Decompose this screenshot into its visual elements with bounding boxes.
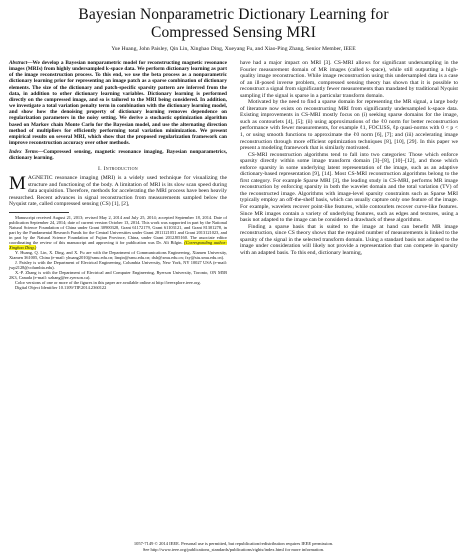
footnote-manuscript: Manuscript received August 21, 2013; revised May 2, 2014 and July 25, 2014; accepted September 18, 2014. Date of publication September 24, 2014; date of current version October 13, 2014. This work was supported in part by the National Natural Science Foundation of China under Grant 30900328, Grant 61172179, Grant 61103121, and Grant 81301278, in part by the Fundamental Research Funds for the Central Universities under Grant 2011121051 and Grant 2013121023, and in part by the Natural Science Foundation of Fujian Province, China, under Grant 2012J05160. The associate editor coordinating the review of this manuscript and approving it for publication was Dr. Ali Bilgin. [9,214,227,246]
index-terms [9,149,227,161]
index-terms-label: Index Terms [9,149,38,156]
footnote-affiliation-ryerson: X.-P. Zhang is with the Department of Electrical and Computer Engineering, Ryerson University, Toronto, ON M5B 2K3, Canada (e-mail: xzhang@ee.ryerson.ca). [9,270,227,281]
two-column-body [9,60,458,290]
section-heading-introduction: I. Introduction [98,165,138,172]
abstract [9,60,227,146]
right-column [240,60,458,290]
footnote-divider [9,212,69,213]
footnote-color-versions: Color versions of one or more of the figures in this paper are available online at http://ieeexplore.ieee.org. [15,280,201,286]
right-paragraph-3: CS-MRI reconstruction algorithms tend to fall into two categories: Those which enforce sparsity directly within some image transform domain [3]–[8], [10]–[12], and those which enforce sparsity in some underlying latent representation of the image, such as an adaptive dictionary-based representation [9], [14]. Most CS-MRI reconstruction algorithms belong to the first category. For example Sparse MRI [3], the leading study in CS-MRI, performs MR image reconstruction by enforcing sparsity in both the wavelet domain and the total variation (TV) of the reconstructed image. Algorithms with image-level sparsity constraints such as Sparse MRI typically employ an off-the-shelf basis, which can usually capture only one feature of the image. For example, wavelets recover point-like features, while contourlets recover curve-like features. Since MR images contain a variety of underlying features, such as edges and textures, using a basis not adapted to the image can be considered a drawback of these algorithms. [240,151,458,224]
corresponding-author-highlight: (Corresponding author: Xinghao Ding.) [9,240,227,251]
permissions-line: See http://www.ieee.org/publications_standards/publications/rights/index.html for more information. [142,547,325,552]
paper-title [9,6,458,42]
intro-paragraph-1: AGNETIC resonance imaging (MRI) is a widely used technique for visualizing the structure and functioning of the body. A limitation of MRI is its slow scan speed during data acquisition. Therefore, methods for accelerating the MRI process have been heavily researched. Recent advances in signal reconstruction from measurements sampled below the Nyquist rate, called compressed sensing (CS) [1], [2], [9,175,227,208]
title-line-1: Bayesian Nonparametric Dictionary Learning for [78,6,389,23]
copyright-line: 1057-7149 © 2014 IEEE. Personal use is permitted, but republication/redistribution requires IEEE permission. [133,541,334,546]
abstract-label: Abstract [9,60,28,66]
drop-cap: M [9,173,26,195]
footnote-affiliation-columbia: J. Paisley is with the Department of Electrical Engineering, Columbia University, New York, NY 10027 USA (e-mail: jwp2128@columbia.edu). [9,260,227,271]
index-terms-text: —Compressed sensing, magnetic resonance imaging, Bayesian nonparametrics, dictionary learning. [9,149,227,162]
introduction-body [9,175,227,208]
right-paragraph-1: have had a major impact on MRI [3]. CS-MRI allows for significant undersampling in the Fourier measurement domain of MR images (called k-space), while still outputting a high-quality image reconstruction. While image reconstruction using this undersampled data is a case of an ill-posed inverse problem, compressed sensing theory has shown that it is possible to reconstruct a signal from significantly fewer measurements than mandated by traditional Nyquist sampling if the signal is sparse in a particular transform domain. [240,60,458,99]
abstract-text: —We develop a Bayesian nonparametric model for reconstructing magnetic resonance images (MRIs) from highly undersampled k-space data. We perform dictionary learning as part of the image reconstruction process. To this end, we use the beta process as a nonparametric dictionary learning prior for representing an image patch as a sparse combination of dictionary elements. The size of the dictionary and patch-specific sparsity pattern are inferred from the data, in addition to other dictionary learning variables. Dictionary learning is performed directly on the compressed image, and so is tailored to the MRI being considered. In addition, we investigate a total variation penalty term in combination with the dictionary learning model, and show how the denoising property of dictionary learning removes dependence on regularization parameters in the noisy setting. We derive a stochastic optimization algorithm based on Markov chain Monte Carlo for the Bayesian model, and use the alternating direction method of multipliers for efficiently performing total variation minimization. We present empirical results on several MRI, which show that the proposed regularization framework can improve reconstruction accuracy over other methods. [9,60,227,147]
left-column [9,60,227,290]
right-paragraph-2: Motivated by the need to find a sparse domain for representing the MR signal, a large body of literature now exists on reconstructing MRI from significantly undersampled k-space data. Existing improvements in CS-MRI mostly focus on (i) seeking sparse domains for the image, such as contourlets [4], [5]; (ii) using approximations of the ℓ0 norm for better reconstruction performance with fewer measurements, for example ℓ1, FOCUSS, ℓp quasi-norms with 0 < p < 1, or using smooth functions to approximate the ℓ0 norm [6], [7]; and (iii) accelerating image reconstruction through more efficient optimization techniques [8], [10], [29]. In this paper we present a modeling framework that is similarly motivated. [240,99,458,152]
right-paragraph-4: Finding a sparse basis that is suited to the image at hand can benefit MR image reconstruction, since CS theory shows that the required number of measurements is linked to the sparsity of the signal in the selected transform domain. Using a standard basis not adapted to the image under consideration will likely not provide a representation that can compete in sparsity with an adapted basis. To this end, dictionary learning, [240,223,458,256]
title-line-2: Compressed Sensing MRI [151,24,316,41]
author-list: Yue Huang, John Paisley, Qin Lin, Xinghao Ding, Xueyang Fu, and Xiao-Ping Zhang, Senior Member, IEEE [111,46,356,52]
footnotes [9,215,227,291]
footnote-affiliation-xmu: Y. Huang, Q. Lin, X. Ding, and X. Fu are with the Department of Communications Engineering, Xiamen University, Xiamen 361005, China (e-mail: yhuang2010@xmu.edu.cn; linqin@xmu.edu.cn; dxh@xmu.edu.cn; fxy@stu.xmu.edu.cn). [9,250,227,261]
footnote-doi: Digital Object Identifier 10.1109/TIP.2014.2360122 [15,285,107,291]
